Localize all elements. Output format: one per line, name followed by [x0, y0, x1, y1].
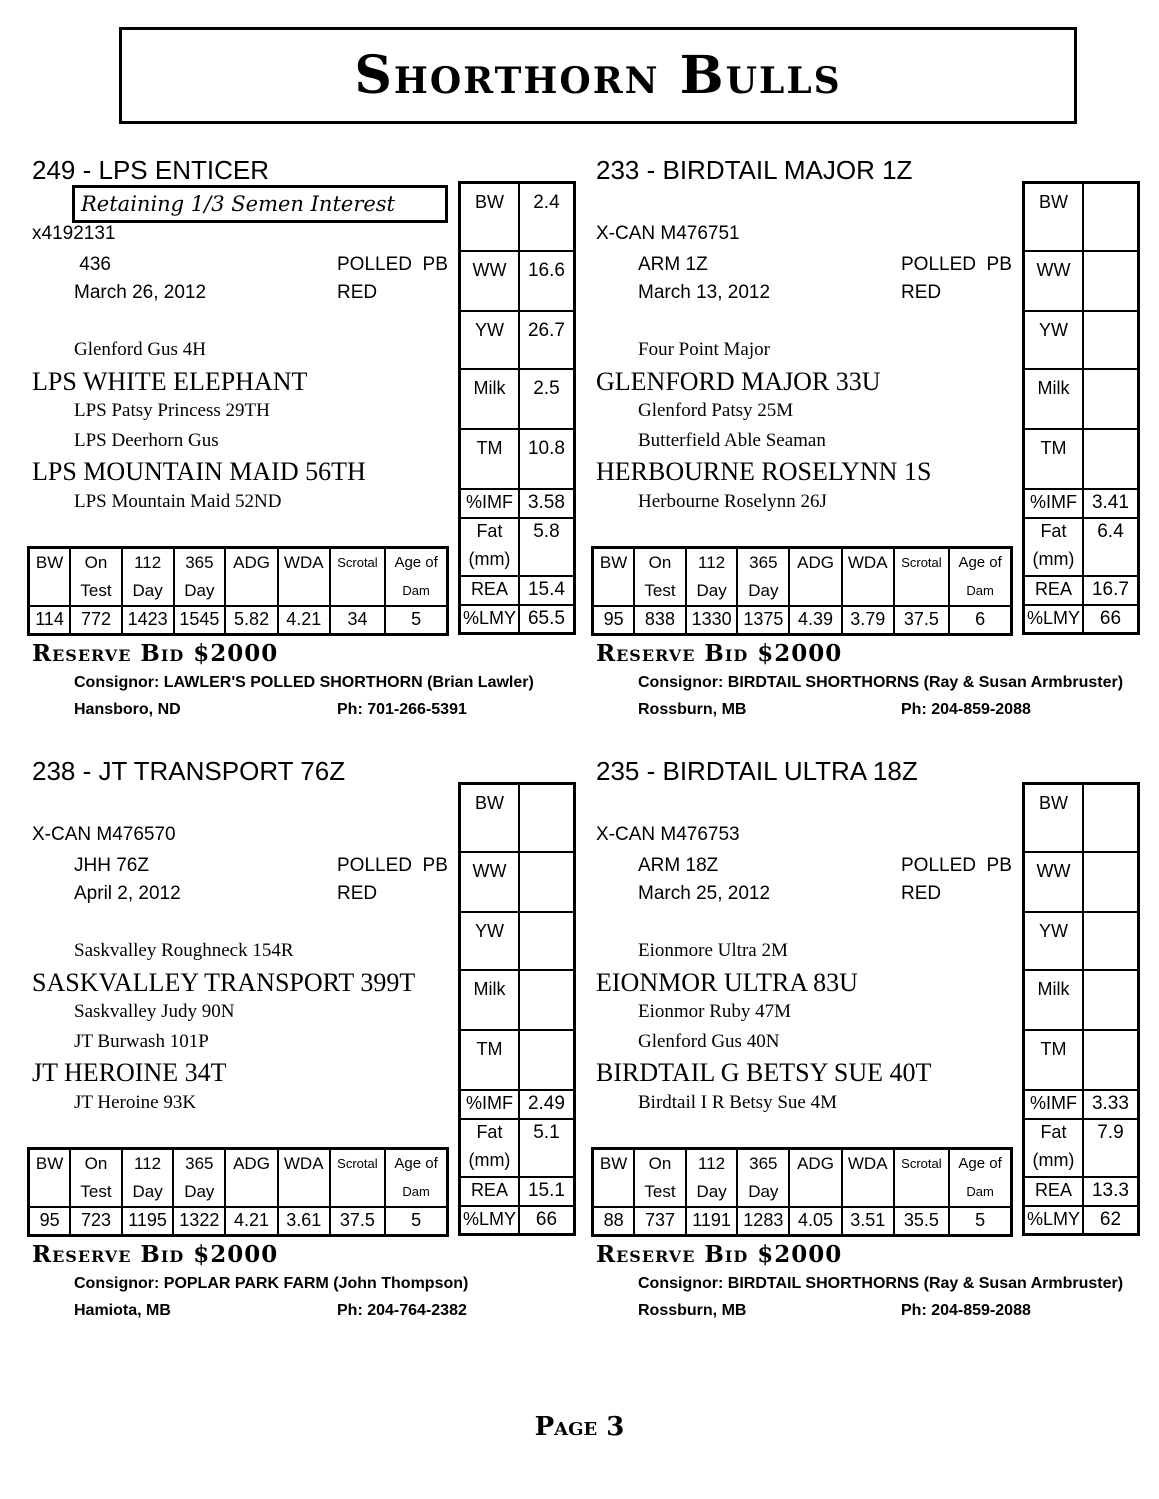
- epd-label-lmy: %LMY: [1024, 605, 1083, 634]
- epd-bw: [1083, 183, 1139, 251]
- epd-ww: 16.6: [519, 251, 575, 311]
- performance-table: [27, 546, 449, 636]
- perf-on-test: 737: [634, 1207, 686, 1236]
- epd-label-yw: YW: [460, 311, 519, 369]
- epd-label-bw: BW: [460, 183, 519, 251]
- perf-header: Scrotal: [330, 1149, 386, 1178]
- consignor: Consignor: LAWLER'S POLLED SHORTHORN (Brian Lawler): [74, 674, 534, 691]
- performance-table: [591, 1147, 1013, 1237]
- epd-bw: [1083, 784, 1139, 852]
- epd-table: [458, 782, 576, 1236]
- perf-header: WDA: [842, 548, 894, 577]
- perf-header: Age of: [385, 548, 447, 577]
- epd-yw: 26.7: [519, 311, 575, 369]
- epd-label-ww: WW: [460, 852, 519, 912]
- perf-header: 112: [686, 1149, 738, 1178]
- perf-age-of-dam: 5: [385, 606, 447, 635]
- perf-112-day: 1191: [686, 1207, 738, 1236]
- perf-bw: 95: [593, 606, 635, 635]
- coat-color: RED: [337, 883, 378, 904]
- epd-label-lmy: %LMY: [460, 605, 519, 634]
- registration-number: X-CAN M476570: [32, 824, 176, 845]
- reserve-bid: Reserve Bid $2000: [32, 640, 279, 667]
- perf-header: WDA: [278, 1149, 330, 1178]
- epd-rea: 15.1: [519, 1177, 575, 1206]
- polled-status: POLLED PB: [337, 855, 448, 876]
- epd-label-yw: YW: [1024, 912, 1083, 970]
- page-number: Page 3: [534, 1412, 625, 1442]
- epd-milk: [519, 970, 575, 1030]
- perf-header: Dam: [385, 577, 447, 606]
- registration-number: X-CAN M476751: [596, 223, 740, 244]
- dam: LPS MOUNTAIN MAID 56TH: [32, 457, 366, 486]
- lot-card-3: [32, 756, 592, 1356]
- sire-dam: Glenford Patsy 25M: [638, 400, 794, 421]
- epd-label-bw: BW: [1024, 784, 1083, 852]
- epd-imf: 2.49: [519, 1090, 575, 1119]
- perf-112-day: 1195: [122, 1207, 174, 1236]
- epd-label-tm: TM: [1024, 429, 1083, 489]
- perf-365-day: 1375: [737, 606, 789, 635]
- perf-header: Day: [686, 577, 738, 606]
- sire: LPS WHITE ELEPHANT: [32, 367, 308, 396]
- epd-yw: [1083, 311, 1139, 369]
- epd-tm: [1083, 1030, 1139, 1090]
- lot-title: 238 - JT TRANSPORT 76Z: [32, 756, 346, 786]
- perf-header: ADG: [225, 1149, 278, 1178]
- perf-header: Scrotal: [894, 548, 950, 577]
- epd-label-fat: Fat: [1024, 1119, 1083, 1148]
- perf-on-test: 723: [70, 1207, 122, 1236]
- reserve-bid: Reserve Bid $2000: [596, 640, 843, 667]
- epd-lmy: 65.5: [519, 605, 575, 634]
- perf-wda: 3.61: [278, 1207, 330, 1236]
- lot-card-1: [32, 155, 592, 755]
- perf-header: Dam: [385, 1178, 447, 1207]
- perf-365-day: 1322: [173, 1207, 225, 1236]
- epd-label-yw: YW: [460, 912, 519, 970]
- perf-scrotal: 37.5: [330, 1207, 386, 1236]
- perf-age-of-dam: 5: [385, 1207, 447, 1236]
- epd-label-fat-mm: (mm): [1024, 547, 1083, 576]
- epd-label-imf: %IMF: [1024, 489, 1083, 518]
- consignor-phone: Ph: 701-266-5391: [337, 701, 467, 718]
- lot-title: 249 - LPS ENTICER: [32, 155, 269, 185]
- epd-imf: 3.58: [519, 489, 575, 518]
- epd-imf: 3.41: [1083, 489, 1139, 518]
- perf-header: 112: [686, 548, 738, 577]
- lot-title: 235 - BIRDTAIL ULTRA 18Z: [596, 756, 918, 786]
- dam-sire: Glenford Gus 40N: [638, 1031, 780, 1052]
- reserve-bid: Reserve Bid $2000: [596, 1241, 843, 1268]
- epd-label-lmy: %LMY: [1024, 1206, 1083, 1235]
- epd-label-rea: REA: [1024, 1177, 1083, 1206]
- perf-header: Test: [70, 577, 122, 606]
- epd-table: [1022, 782, 1140, 1236]
- consignor-phone: Ph: 204-859-2088: [901, 701, 1031, 718]
- perf-365-day: 1283: [737, 1207, 789, 1236]
- perf-112-day: 1423: [122, 606, 174, 635]
- perf-header: 365: [737, 548, 789, 577]
- perf-adg: 5.82: [225, 606, 278, 635]
- perf-header: 365: [737, 1149, 789, 1178]
- epd-ww: [519, 852, 575, 912]
- sire: SASKVALLEY TRANSPORT 399T: [32, 968, 416, 997]
- consignor-location: Hamiota, MB: [74, 1302, 171, 1319]
- sire-sire: Glenford Gus 4H: [74, 339, 206, 360]
- dam-dam: LPS Mountain Maid 52ND: [74, 491, 282, 512]
- perf-header: Scrotal: [894, 1149, 950, 1178]
- perf-header: ADG: [789, 1149, 842, 1178]
- perf-bw: 114: [29, 606, 71, 635]
- epd-bw: 2.4: [519, 183, 575, 251]
- epd-yw: [1083, 912, 1139, 970]
- perf-age-of-dam: 5: [949, 1207, 1011, 1236]
- epd-label-yw: YW: [1024, 311, 1083, 369]
- polled-status: POLLED PB: [337, 254, 448, 275]
- epd-fat: 6.4: [1083, 518, 1139, 547]
- perf-header: Dam: [949, 577, 1011, 606]
- perf-365-day: 1545: [174, 606, 226, 635]
- sire-sire: Four Point Major: [638, 339, 770, 360]
- tattoo: ARM 18Z: [638, 855, 719, 876]
- perf-header: Day: [686, 1178, 738, 1207]
- perf-header: Day: [122, 1178, 174, 1207]
- epd-fat: 5.8: [519, 518, 575, 547]
- epd-table: [458, 181, 576, 635]
- perf-header: Day: [737, 1178, 789, 1207]
- epd-tm: [519, 1030, 575, 1090]
- epd-label-milk: Milk: [1024, 369, 1083, 429]
- perf-bw: 95: [29, 1207, 71, 1236]
- perf-header: 365: [174, 548, 226, 577]
- epd-label-milk: Milk: [460, 369, 519, 429]
- perf-header: BW: [29, 1149, 71, 1178]
- lot-card-2: [596, 155, 1156, 755]
- perf-header: Day: [737, 577, 789, 606]
- coat-color: RED: [337, 282, 378, 303]
- perf-bw: 88: [593, 1207, 635, 1236]
- perf-header: Dam: [949, 1178, 1011, 1207]
- birth-date: April 2, 2012: [74, 883, 181, 904]
- perf-header: On: [634, 548, 686, 577]
- page-title: Shorthorn Bulls: [354, 45, 842, 106]
- sire-dam: Eionmor Ruby 47M: [638, 1001, 792, 1022]
- epd-label-imf: %IMF: [460, 1090, 519, 1119]
- perf-header: WDA: [842, 1149, 894, 1178]
- tattoo: ARM 1Z: [638, 254, 708, 275]
- perf-scrotal: 37.5: [894, 606, 950, 635]
- perf-scrotal: 34: [330, 606, 386, 635]
- tattoo: JHH 76Z: [74, 855, 149, 876]
- epd-label-ww: WW: [1024, 852, 1083, 912]
- sire-dam: Saskvalley Judy 90N: [74, 1001, 235, 1022]
- epd-yw: [519, 912, 575, 970]
- epd-milk: [1083, 369, 1139, 429]
- epd-label-fat: Fat: [460, 1119, 519, 1148]
- epd-rea: 15.4: [519, 576, 575, 605]
- consignor-phone: Ph: 204-764-2382: [337, 1302, 467, 1319]
- epd-ww: [1083, 251, 1139, 311]
- epd-label-fat: Fat: [1024, 518, 1083, 547]
- epd-label-fat-mm: (mm): [460, 547, 519, 576]
- consignor-location: Hansboro, ND: [74, 701, 181, 718]
- perf-adg: 4.05: [789, 1207, 842, 1236]
- perf-adg: 4.21: [225, 1207, 278, 1236]
- page-title-box: [119, 27, 1077, 124]
- perf-header: ADG: [225, 548, 278, 577]
- epd-ww: [1083, 852, 1139, 912]
- perf-header: BW: [593, 548, 635, 577]
- reserve-bid: Reserve Bid $2000: [32, 1241, 279, 1268]
- coat-color: RED: [901, 282, 942, 303]
- epd-lmy: 66: [1083, 605, 1139, 634]
- consignor-location: Rossburn, MB: [638, 1302, 747, 1319]
- epd-lmy: 62: [1083, 1206, 1139, 1235]
- sire: GLENFORD MAJOR 33U: [596, 367, 881, 396]
- performance-table: [27, 1147, 449, 1237]
- birth-date: March 13, 2012: [638, 282, 771, 303]
- perf-header: On: [634, 1149, 686, 1178]
- epd-label-milk: Milk: [460, 970, 519, 1030]
- lot-card-4: [596, 756, 1156, 1356]
- epd-label-rea: REA: [460, 576, 519, 605]
- birth-date: March 26, 2012: [74, 282, 207, 303]
- consignor-phone: Ph: 204-859-2088: [901, 1302, 1031, 1319]
- sire-sire: Eionmore Ultra 2M: [638, 940, 788, 961]
- perf-wda: 4.21: [278, 606, 330, 635]
- epd-label-ww: WW: [460, 251, 519, 311]
- epd-label-rea: REA: [460, 1177, 519, 1206]
- perf-header: BW: [593, 1149, 635, 1178]
- epd-lmy: 66: [519, 1206, 575, 1235]
- epd-label-tm: TM: [460, 1030, 519, 1090]
- perf-112-day: 1330: [686, 606, 738, 635]
- epd-tm: 10.8: [519, 429, 575, 489]
- dam-sire: LPS Deerhorn Gus: [74, 430, 219, 451]
- epd-label-bw: BW: [460, 784, 519, 852]
- perf-header: Age of: [385, 1149, 447, 1178]
- consignor: Consignor: BIRDTAIL SHORTHORNS (Ray & Susan Armbruster): [638, 1275, 1124, 1292]
- perf-header: Test: [70, 1178, 122, 1207]
- epd-label-milk: Milk: [1024, 970, 1083, 1030]
- tattoo: 436: [74, 254, 111, 275]
- perf-header: BW: [29, 548, 71, 577]
- performance-table: [591, 546, 1013, 636]
- perf-header: Day: [173, 1178, 225, 1207]
- perf-header: WDA: [278, 548, 330, 577]
- registration-number: X-CAN M476753: [596, 824, 740, 845]
- perf-header: Test: [634, 577, 686, 606]
- perf-header: 365: [173, 1149, 225, 1178]
- epd-label-imf: %IMF: [460, 489, 519, 518]
- epd-fat: 7.9: [1083, 1119, 1139, 1148]
- epd-label-fat-mm: (mm): [460, 1148, 519, 1177]
- perf-scrotal: 35.5: [894, 1207, 950, 1236]
- perf-header: Day: [174, 577, 226, 606]
- birth-date: March 25, 2012: [638, 883, 771, 904]
- perf-header: 112: [122, 548, 174, 577]
- epd-label-rea: REA: [1024, 576, 1083, 605]
- dam: JT HEROINE 34T: [32, 1058, 227, 1087]
- sire: EIONMOR ULTRA 83U: [596, 968, 858, 997]
- dam-sire: JT Burwash 101P: [74, 1031, 209, 1052]
- perf-header: On: [70, 1149, 122, 1178]
- epd-rea: 13.3: [1083, 1177, 1139, 1206]
- epd-label-tm: TM: [1024, 1030, 1083, 1090]
- perf-header: 112: [122, 1149, 174, 1178]
- epd-milk: [1083, 970, 1139, 1030]
- consignor-location: Rossburn, MB: [638, 701, 747, 718]
- perf-age-of-dam: 6: [949, 606, 1011, 635]
- perf-header: Test: [634, 1178, 686, 1207]
- epd-label-imf: %IMF: [1024, 1090, 1083, 1119]
- consignor: Consignor: POPLAR PARK FARM (John Thompson): [74, 1275, 469, 1292]
- epd-label-ww: WW: [1024, 251, 1083, 311]
- epd-label-bw: BW: [1024, 183, 1083, 251]
- epd-milk: 2.5: [519, 369, 575, 429]
- epd-bw: [519, 784, 575, 852]
- perf-on-test: 772: [70, 606, 122, 635]
- perf-header: On: [70, 548, 122, 577]
- coat-color: RED: [901, 883, 942, 904]
- epd-tm: [1083, 429, 1139, 489]
- sire-sire: Saskvalley Roughneck 154R: [74, 940, 294, 961]
- perf-header: Age of: [949, 1149, 1011, 1178]
- registration-number: x4192131: [32, 223, 116, 244]
- dam: BIRDTAIL G BETSY SUE 40T: [596, 1058, 932, 1087]
- dam: HERBOURNE ROSELYNN 1S: [596, 457, 932, 486]
- perf-wda: 3.79: [842, 606, 894, 635]
- epd-label-fat-mm: (mm): [1024, 1148, 1083, 1177]
- dam-dam: Herbourne Roselynn 26J: [638, 491, 827, 512]
- polled-status: POLLED PB: [901, 855, 1012, 876]
- perf-header: Day: [122, 577, 174, 606]
- epd-table: [1022, 181, 1140, 635]
- perf-on-test: 838: [634, 606, 686, 635]
- sire-dam: LPS Patsy Princess 29TH: [74, 400, 270, 421]
- dam-dam: Birdtail I R Betsy Sue 4M: [638, 1092, 837, 1113]
- dam-dam: JT Heroine 93K: [74, 1092, 197, 1113]
- polled-status: POLLED PB: [901, 254, 1012, 275]
- epd-label-fat: Fat: [460, 518, 519, 547]
- perf-header: Scrotal: [330, 548, 386, 577]
- semen-interest-note: Retaining 1/3 Semen Interest: [72, 185, 448, 223]
- lot-title: 233 - BIRDTAIL MAJOR 1Z: [596, 155, 913, 185]
- epd-label-tm: TM: [460, 429, 519, 489]
- perf-adg: 4.39: [789, 606, 842, 635]
- perf-wda: 3.51: [842, 1207, 894, 1236]
- dam-sire: Butterfield Able Seaman: [638, 430, 826, 451]
- perf-header: ADG: [789, 548, 842, 577]
- epd-fat: 5.1: [519, 1119, 575, 1148]
- consignor: Consignor: BIRDTAIL SHORTHORNS (Ray & Susan Armbruster): [638, 674, 1124, 691]
- epd-rea: 16.7: [1083, 576, 1139, 605]
- perf-header: Age of: [949, 548, 1011, 577]
- epd-label-lmy: %LMY: [460, 1206, 519, 1235]
- epd-imf: 3.33: [1083, 1090, 1139, 1119]
